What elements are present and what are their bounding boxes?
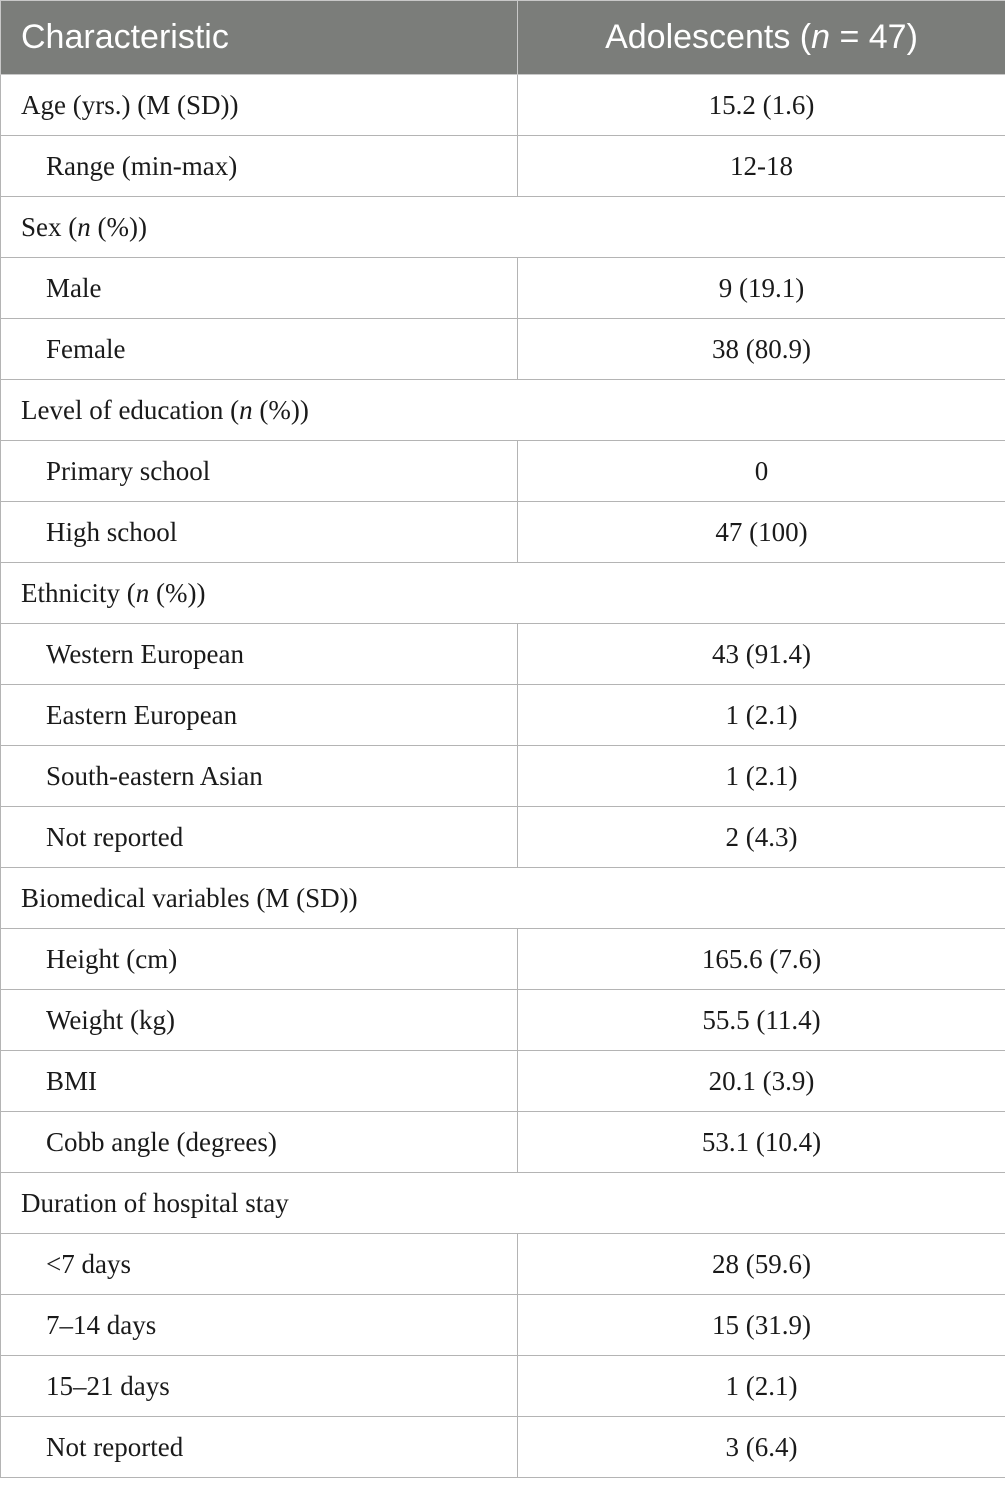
table-row bbox=[1, 1356, 1005, 1417]
row-value: 15 (31.9) bbox=[518, 1295, 1005, 1356]
section-label bbox=[1, 197, 1005, 258]
row-label: Height (cm) bbox=[1, 929, 518, 990]
row-label: 7–14 days bbox=[1, 1295, 518, 1356]
table-body bbox=[1, 75, 1005, 1478]
section-label bbox=[1, 563, 1005, 624]
row-label: <7 days bbox=[1, 1234, 518, 1295]
section-label-n: n bbox=[239, 394, 253, 425]
row-value: 1 (2.1) bbox=[518, 685, 1005, 746]
table-header bbox=[1, 1, 1005, 75]
table-row bbox=[1, 441, 1005, 502]
section-label bbox=[1, 1173, 1005, 1234]
header-row bbox=[1, 1, 1005, 75]
row-value: 2 (4.3) bbox=[518, 807, 1005, 868]
table-row bbox=[1, 1295, 1005, 1356]
row-value: 47 (100) bbox=[518, 502, 1005, 563]
table-row bbox=[1, 868, 1005, 929]
table-row bbox=[1, 319, 1005, 380]
section-label-text: Biomedical variables (M (SD)) bbox=[21, 882, 358, 913]
header-characteristic: Characteristic bbox=[1, 1, 518, 75]
row-label: Not reported bbox=[1, 807, 518, 868]
row-label: Not reported bbox=[1, 1417, 518, 1478]
row-value: 1 (2.1) bbox=[518, 746, 1005, 807]
row-label: Weight (kg) bbox=[1, 990, 518, 1051]
header-adolescents-prefix: Adolescents ( bbox=[605, 18, 812, 56]
row-label: South-eastern Asian bbox=[1, 746, 518, 807]
row-label: Range (min-max) bbox=[1, 136, 518, 197]
row-label: Primary school bbox=[1, 441, 518, 502]
table-row bbox=[1, 258, 1005, 319]
table-row bbox=[1, 502, 1005, 563]
table-row bbox=[1, 746, 1005, 807]
header-adolescents-suffix: = 47) bbox=[830, 18, 918, 56]
section-label bbox=[1, 868, 1005, 929]
section-label-suffix: (%)) bbox=[90, 211, 147, 242]
row-label: Female bbox=[1, 319, 518, 380]
table-row bbox=[1, 929, 1005, 990]
table-row bbox=[1, 1173, 1005, 1234]
row-value: 28 (59.6) bbox=[518, 1234, 1005, 1295]
table-row bbox=[1, 197, 1005, 258]
row-label: Age (yrs.) (M (SD)) bbox=[1, 75, 518, 136]
row-value: 1 (2.1) bbox=[518, 1356, 1005, 1417]
row-value: 3 (6.4) bbox=[518, 1417, 1005, 1478]
row-label: Western European bbox=[1, 624, 518, 685]
table-row bbox=[1, 1417, 1005, 1478]
row-label: Male bbox=[1, 258, 518, 319]
section-label-n: n bbox=[135, 577, 150, 608]
row-label: BMI bbox=[1, 1051, 518, 1112]
section-label-text: Level of education ( bbox=[21, 394, 240, 425]
section-label-text: Ethnicity ( bbox=[21, 577, 136, 608]
header-adolescents-n: n bbox=[811, 18, 831, 56]
table-row bbox=[1, 1051, 1005, 1112]
section-label-n: n bbox=[77, 211, 91, 242]
table-row bbox=[1, 1112, 1005, 1173]
row-value: 55.5 (11.4) bbox=[518, 990, 1005, 1051]
table-row bbox=[1, 990, 1005, 1051]
row-value: 165.6 (7.6) bbox=[518, 929, 1005, 990]
section-label-suffix: (%)) bbox=[252, 394, 309, 425]
row-value: 0 bbox=[518, 441, 1005, 502]
table-row bbox=[1, 685, 1005, 746]
table-row bbox=[1, 1234, 1005, 1295]
section-label-suffix: (%)) bbox=[149, 577, 206, 608]
section-label-text: Sex ( bbox=[21, 211, 78, 242]
table-row bbox=[1, 563, 1005, 624]
row-label: 15–21 days bbox=[1, 1356, 518, 1417]
row-label: Eastern European bbox=[1, 685, 518, 746]
table-row bbox=[1, 624, 1005, 685]
table-row bbox=[1, 807, 1005, 868]
header-adolescents bbox=[518, 1, 1005, 75]
row-value: 38 (80.9) bbox=[518, 319, 1005, 380]
section-label bbox=[1, 380, 1005, 441]
row-value: 20.1 (3.9) bbox=[518, 1051, 1005, 1112]
section-label-text: Duration of hospital stay bbox=[21, 1187, 289, 1218]
row-value: 15.2 (1.6) bbox=[518, 75, 1005, 136]
table-row bbox=[1, 75, 1005, 136]
table-row bbox=[1, 380, 1005, 441]
row-value: 9 (19.1) bbox=[518, 258, 1005, 319]
row-value: 43 (91.4) bbox=[518, 624, 1005, 685]
row-label: Cobb angle (degrees) bbox=[1, 1112, 518, 1173]
row-value: 12-18 bbox=[518, 136, 1005, 197]
table-row bbox=[1, 136, 1005, 197]
row-value: 53.1 (10.4) bbox=[518, 1112, 1005, 1173]
row-label: High school bbox=[1, 502, 518, 563]
